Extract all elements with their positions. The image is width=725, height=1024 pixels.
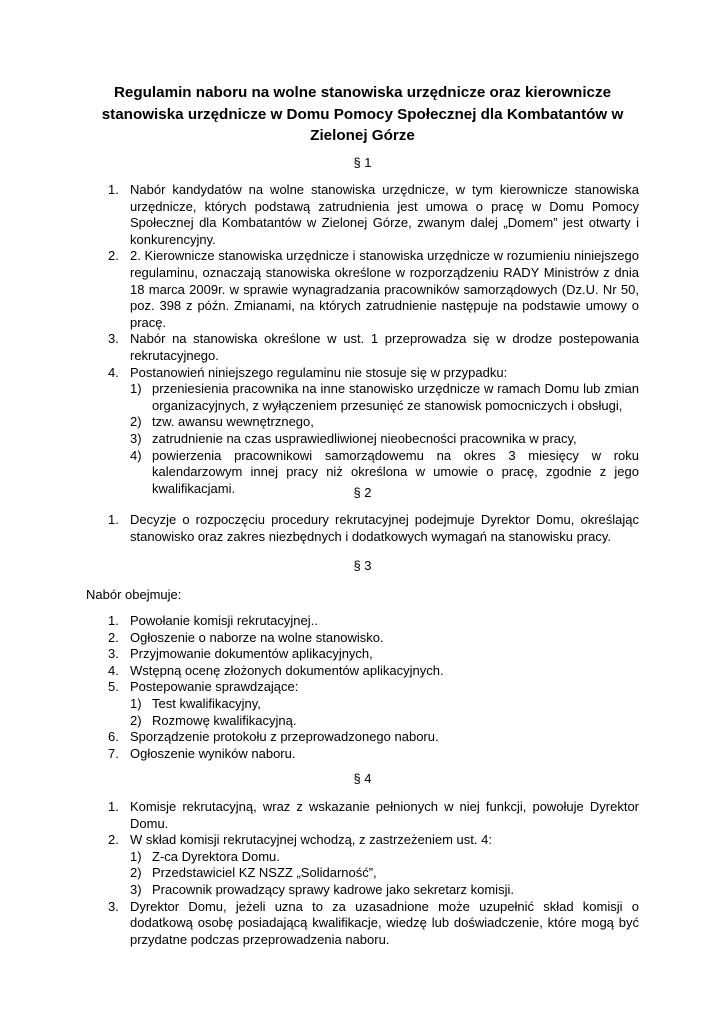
list-item — [0, 248, 725, 331]
item-text: 2. Kierownicze stanowiska urzędnicze i stanowiska urzędnicze w rozumieniu niniejszego regulaminu, oznaczają stanowiska określone w rozporządzeniu RADY Ministrów z dnia 18 marca 2009r. w sprawie wynagradzania pracowników samorządowych (Dz.U. Nr 50, poz. 398 z późn. Zmianami, na których zatrudnienie następuje na podstawie umowy o pracę. — [130, 248, 639, 330]
section-2-list — [0, 512, 725, 545]
list-item — [0, 613, 725, 630]
sub-item-number: 2) — [130, 414, 142, 430]
item-number: 5. — [108, 679, 119, 695]
list-item — [0, 646, 725, 663]
item-number: 1. — [108, 799, 119, 814]
sub-list-item — [130, 882, 639, 899]
sub-item-text: tzw. awansu wewnętrznego, — [152, 414, 314, 430]
list-item — [0, 899, 725, 949]
list-item — [0, 630, 725, 647]
sub-item-number: 2) — [130, 712, 142, 728]
sub-item-text: zatrudnienie na czas usprawiedliwionej nieobecności pracownika w pracy, — [152, 430, 577, 446]
section-1-list — [0, 182, 725, 497]
item-text: Ogłoszenie wyników naboru. — [130, 745, 296, 761]
item-number: 3. — [108, 898, 119, 914]
sub-list — [130, 696, 639, 729]
sub-list-item — [130, 431, 639, 448]
sub-item-number: 3) — [130, 881, 142, 897]
sub-item-text: Rozmowę kwalifikacyjną. — [152, 712, 297, 728]
list-item — [0, 182, 725, 248]
sub-list-item — [130, 381, 639, 414]
section-3-heading: § 3 — [353, 558, 372, 573]
item-number: 4. — [108, 364, 119, 380]
list-item — [0, 799, 725, 832]
item-number: 2. — [108, 629, 119, 645]
item-text: Nabór na stanowiska określone w ust. 1 przeprowadza się w drodze postepowania rekrutacyjnego. — [130, 331, 639, 363]
item-text: Wstępną ocenę złożonych dokumentów aplikacyjnych. — [130, 662, 444, 678]
sub-list-item — [130, 849, 639, 866]
item-number: 2. — [108, 248, 119, 264]
item-text: Nabór kandydatów na wolne stanowiska urzędnicze, w tym kierownicze stanowiska urzędnicze, których podstawą zatrudnienia jest umowa o pracę w Domu Pomocy Społecznej dla Kombatantów w Zielonej Górze, zwanym dalej „Domem” jest otwarty i konkurencyjny. — [130, 182, 639, 247]
sub-list-item — [130, 696, 639, 713]
item-text: Postepowanie sprawdzające: — [130, 679, 299, 695]
section-3-intro: Nabór obejmuje: — [86, 587, 182, 602]
list-item — [0, 365, 725, 498]
item-text: Przyjmowanie dokumentów aplikacyjnych, — [130, 646, 373, 662]
sub-item-number: 3) — [130, 430, 142, 446]
sub-item-number: 1) — [130, 848, 142, 864]
list-item — [0, 746, 725, 763]
item-number: 1. — [108, 182, 119, 197]
sub-item-text: Pracownik prowadzący sprawy kadrowe jako sekretarz komisji. — [152, 881, 514, 897]
sub-item-text: Z-ca Dyrektora Domu. — [152, 848, 280, 864]
item-number: 2. — [108, 832, 119, 848]
list-item — [0, 512, 725, 545]
item-number: 7. — [108, 745, 119, 761]
sub-item-number: 2) — [130, 865, 142, 881]
item-number: 6. — [108, 729, 119, 745]
item-text: Decyzje o rozpoczęciu procedury rekrutacyjnej podejmuje Dyrektor Domu, określając stanowisko oraz zakres niezbędnych i dodatkowych wymagań na stanowisku pracy. — [130, 512, 639, 544]
sub-item-number: 1) — [130, 695, 142, 711]
item-number: 3. — [108, 646, 119, 662]
sub-list-item — [130, 713, 639, 730]
item-text: W skład komisji rekrutacyjnej wchodzą, z zastrzeżeniem ust. 4: — [130, 832, 492, 848]
item-text: Dyrektor Domu, jeżeli uzna to za uzasadnione może uzupełnić skład komisji o dodatkową osobę posiadającą kwalifikacje, wiedzę lub doświadczenie, które mogą być przydatne podczas przeprowadzenia naboru. — [130, 898, 639, 947]
list-item — [0, 832, 725, 898]
sub-item-text: Przedstawiciel KZ NSZZ „Solidarność”, — [152, 865, 377, 881]
list-item — [0, 729, 725, 746]
sub-list — [130, 381, 639, 497]
item-number: 3. — [108, 331, 119, 347]
section-4-list — [0, 799, 725, 948]
list-item — [0, 331, 725, 364]
item-number: 1. — [108, 512, 119, 527]
document-title: Regulamin naboru na wolne stanowiska urzędnicze oraz kierownicze stanowiska urzędnicze w Domu Pomocy Społecznej dla Kombatantów w Zielonej Górze — [101, 84, 624, 144]
item-number: 1. — [108, 613, 119, 628]
sub-list-item — [130, 865, 639, 882]
sub-list — [130, 849, 639, 899]
item-text: Sporządzenie protokołu z przeprowadzonego naboru. — [130, 729, 439, 745]
item-number: 4. — [108, 662, 119, 678]
section-1-heading: § 1 — [353, 155, 372, 170]
list-item — [0, 663, 725, 680]
sub-item-number: 4) — [130, 447, 142, 463]
sub-item-number: 1) — [130, 381, 142, 397]
item-text: Postanowień niniejszego regulaminu nie stosuje się w przypadku: — [130, 364, 508, 380]
item-text: Ogłoszenie o naborze na wolne stanowisko. — [130, 629, 384, 645]
item-text: Powołanie komisji rekrutacyjnej.. — [130, 613, 318, 628]
sub-list-item — [130, 414, 639, 431]
section-4-heading: § 4 — [353, 771, 372, 786]
sub-item-text: powierzenia pracownikowi samorządowemu na okres 3 miesięcy w roku kalendarzowym innej pracy niż określona w umowie o pracę, zgodnie z jego kwalifikacjami. — [152, 447, 639, 496]
section-2-heading: § 2 — [353, 485, 372, 500]
sub-item-text: przeniesienia pracownika na inne stanowisko urzędnicze w ramach Domu lub zmian organizacyjnych, z wyłączeniem przesunięć ze stanowisk pomocniczych i obsługi, — [152, 381, 639, 413]
list-item — [0, 679, 725, 729]
item-text: Komisje rekrutacyjną, wraz z wskazanie pełnionych w niej funkcji, powołuje Dyrektor Domu. — [130, 799, 639, 831]
sub-item-text: Test kwalifikacyjny, — [152, 695, 261, 711]
section-3-list — [0, 613, 725, 762]
